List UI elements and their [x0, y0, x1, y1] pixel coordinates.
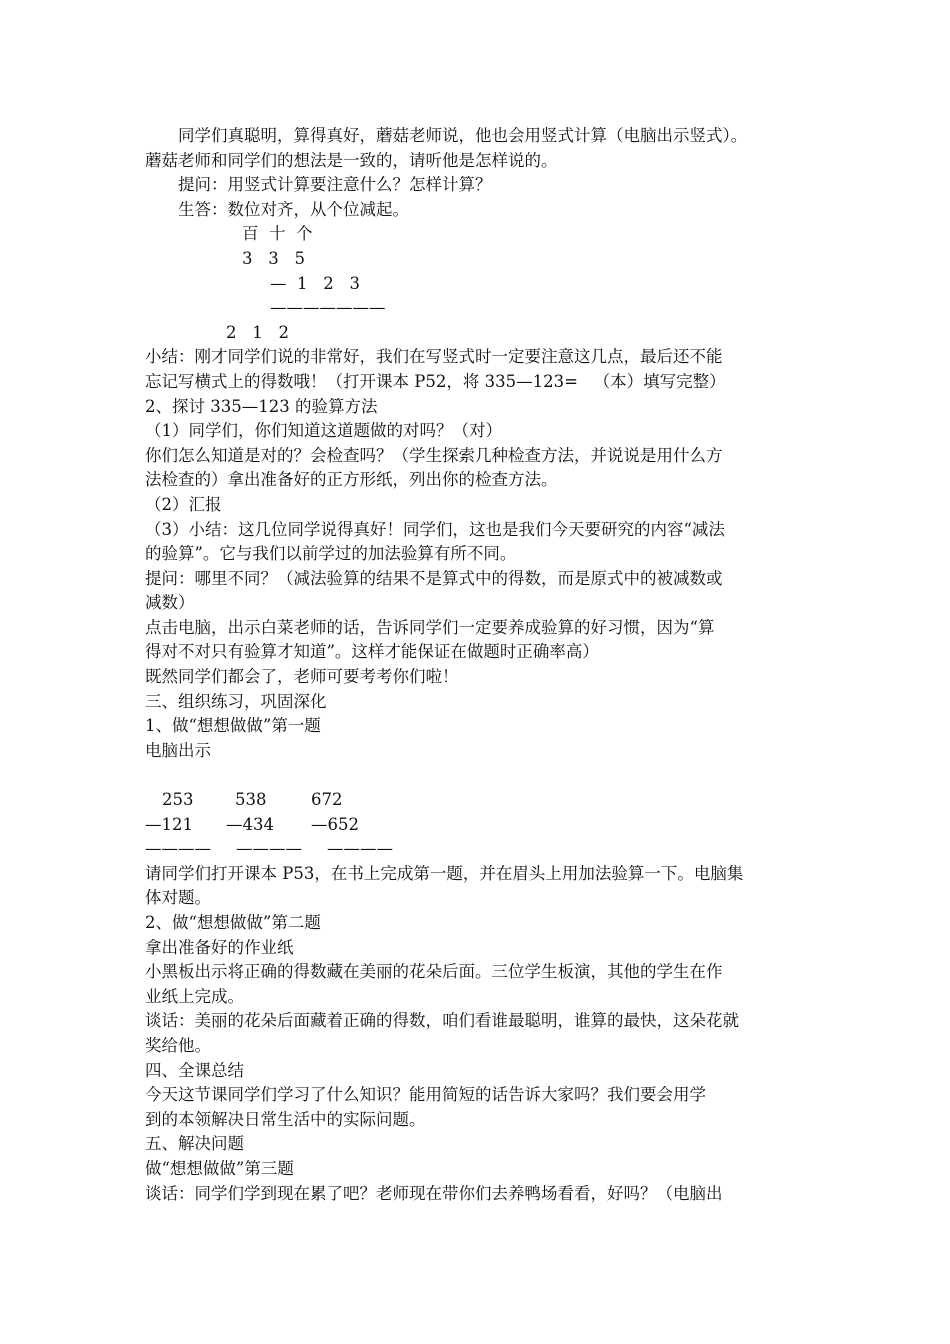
blank-line	[145, 763, 810, 788]
answer-line: 生答：数位对齐，从个位减起。	[178, 199, 409, 219]
exercise-1-rule: ————	[145, 839, 211, 859]
exercise-subtrahend-row	[145, 813, 810, 838]
paragraph-line: （1）同学们，你们知道这道题做的对吗？（对）	[145, 421, 502, 441]
paragraph-line: 电脑出示	[145, 740, 211, 760]
paragraph-line: 忘记写横式上的得数哦！（打开课本 P52，将 335—123= （本）填写完整）	[145, 371, 726, 391]
exercise-3-minuend: 672	[311, 790, 343, 810]
paragraph-line: 谈话：美丽的花朵后面藏着正确的得数，咱们看谁最聪明，谁算的最快，这朵花就	[145, 1011, 739, 1031]
paragraph-line: 蘑菇老师和同学们的想法是一致的，请听他是怎样说的。	[145, 150, 558, 170]
section-heading: 三、组织练习，巩固深化	[145, 691, 327, 711]
vertical-rule: ———————	[270, 298, 386, 318]
paragraph-line: 奖给他。	[145, 1035, 211, 1055]
exercise-minuend-row	[145, 788, 810, 813]
paragraph-line: 小结：刚才同学们说的非常好，我们在写竖式时一定要注意这几点，最后还不能	[145, 347, 723, 367]
exercise-3-rule: ————	[327, 839, 393, 859]
paragraph-line: 你们怎么知道是对的？会检查吗？（学生探索几种检查方法，并说说是用什么方	[145, 445, 723, 465]
exercise-1-subtrahend: —121	[145, 814, 193, 834]
paragraph-line: （2）汇报	[145, 494, 222, 514]
paragraph-line: （3）小结：这几位同学说得真好！同学们，这也是我们今天要研究的内容“减法	[145, 519, 725, 539]
vertical-subtrahend: — 1 2 3	[270, 273, 360, 293]
paragraph-line: 到的本领解决日常生活中的实际问题。	[145, 1109, 426, 1129]
paragraph-line: 业纸上完成。	[145, 986, 244, 1006]
vertical-minuend: 3 3 5	[242, 248, 305, 268]
exercise-3-subtrahend: —652	[311, 814, 359, 834]
paragraph-line: 提问：哪里不同？（减法验算的结果不是算式中的得数，而是原式中的被减数或	[145, 568, 723, 588]
exercise-1-minuend: 253	[162, 790, 194, 810]
vertical-result: 2 1 2	[226, 322, 289, 342]
exercise-2-subtrahend: —434	[226, 814, 274, 834]
document-page	[145, 124, 810, 1206]
exercise-2-minuend: 538	[235, 790, 267, 810]
paragraph-line: 既然同学们都会了，老师可要考考你们啦！	[145, 667, 459, 687]
paragraph-line: 得对不对只有验算才知道”。这样才能保证在做题时正确率高）	[145, 642, 599, 662]
paragraph-line: 的验算”。它与我们以前学过的加法验算有所不同。	[145, 544, 517, 564]
paragraph-line: 拿出准备好的作业纸	[145, 937, 294, 957]
question-line: 提问：用竖式计算要注意什么？怎样计算？	[178, 175, 492, 195]
paragraph-line: 法检查的）拿出准备好的正方形纸，列出你的检查方法。	[145, 470, 558, 490]
exercise-2-rule: ————	[236, 839, 302, 859]
paragraph-line: 减数）	[145, 593, 195, 613]
section-heading: 2、探讨 335—123 的验算方法	[145, 396, 378, 416]
paragraph-line: 体对题。	[145, 888, 211, 908]
section-heading: 做“想想做做”第三题	[145, 1158, 294, 1178]
exercise-rule-row	[145, 837, 810, 862]
place-value-header: 百 十 个	[242, 224, 313, 244]
paragraph-line: 今天这节课同学们学习了什么知识？能用简短的话告诉大家吗？我们要会用学	[145, 1085, 706, 1105]
paragraph-line: 同学们真聪明，算得真好，蘑菇老师说，他也会用竖式计算（电脑出示竖式）。	[178, 126, 748, 145]
section-heading: 2、做“想想做做”第二题	[145, 913, 321, 932]
paragraph-line: 谈话：同学们学到现在累了吧？老师现在带你们去养鸭场看看，好吗？（电脑出	[145, 1183, 723, 1203]
paragraph-line: 请同学们打开课本 P53，在书上完成第一题，并在眉头上用加法验算一下。电脑集	[145, 863, 744, 883]
paragraph-line: 点击电脑，出示白菜老师的话，告诉同学们一定要养成验算的好习惯，因为“算	[145, 617, 715, 637]
section-heading: 1、做“想想做做”第一题	[145, 716, 321, 736]
section-heading: 五、解决问题	[145, 1134, 244, 1154]
paragraph-line: 小黑板出示将正确的得数藏在美丽的花朵后面。三位学生板演，其他的学生在作	[145, 962, 723, 982]
section-heading: 四、全课总结	[145, 1060, 244, 1080]
